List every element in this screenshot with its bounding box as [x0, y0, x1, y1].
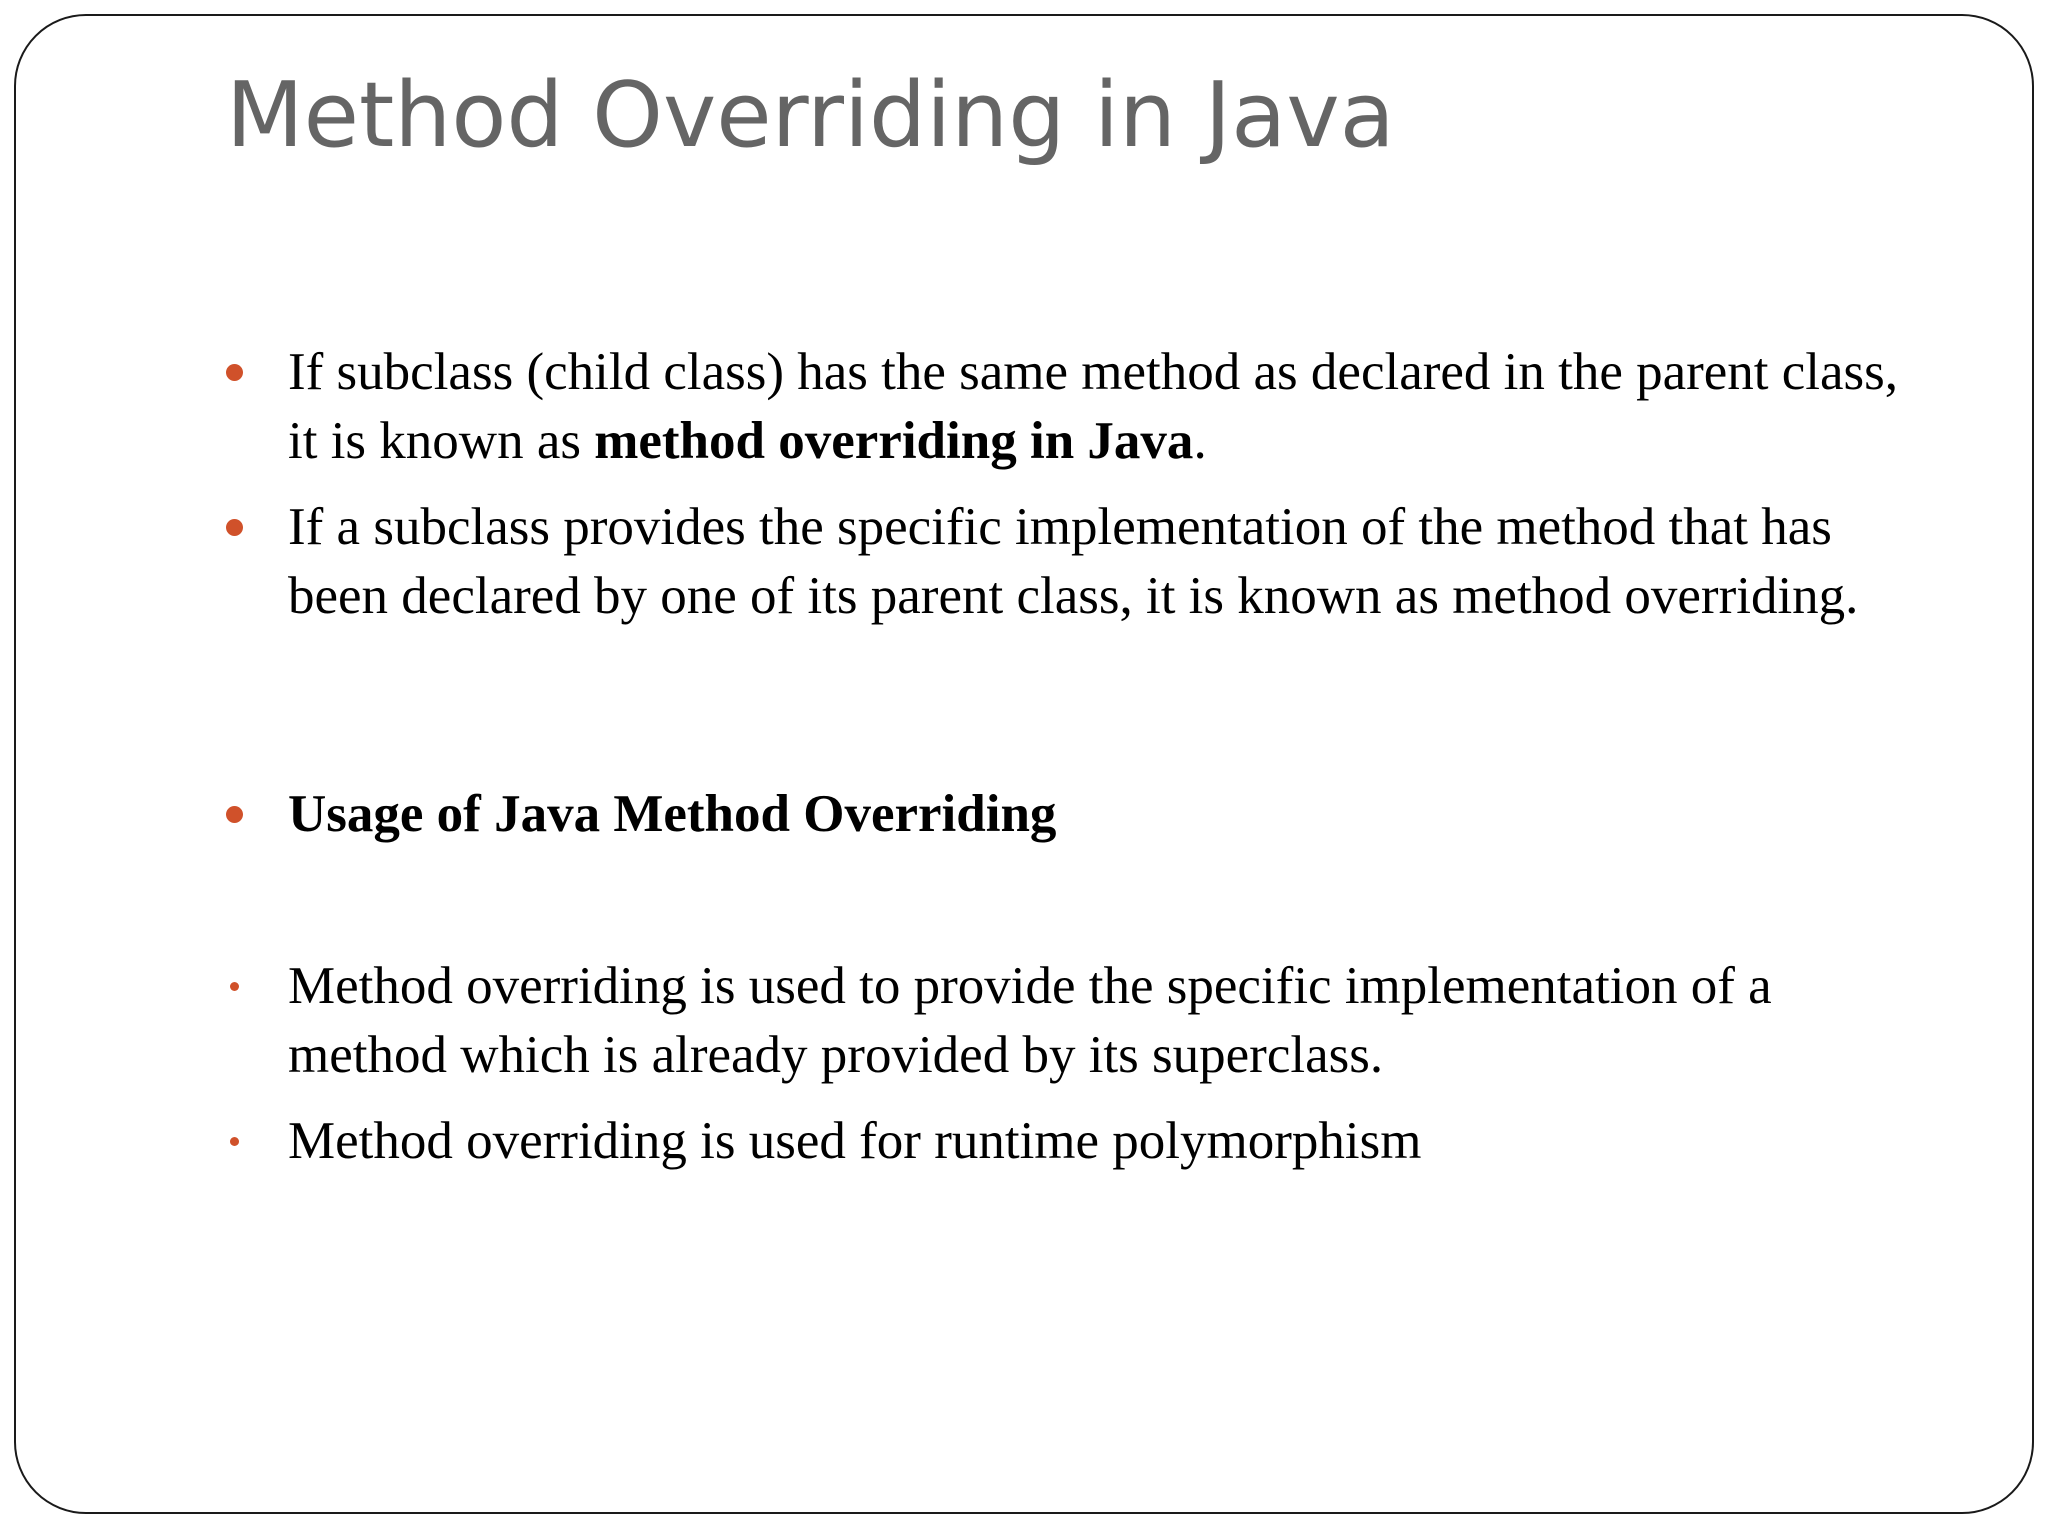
- bullet-item: [226, 780, 1926, 849]
- bullet-text-part: .: [1193, 412, 1207, 470]
- bullet-dot-icon: [226, 519, 243, 536]
- bullet-item: [226, 952, 1926, 1090]
- bullet-item: [226, 338, 1926, 476]
- bullet-item: [226, 493, 1926, 631]
- bullet-text-bold: method overriding in Java: [594, 412, 1194, 470]
- bullet-dot-icon: [230, 982, 239, 991]
- bullet-item: [226, 1107, 1926, 1176]
- bullet-heading: Usage of Java Method Overriding: [288, 785, 1057, 843]
- bullet-dot-icon: [226, 806, 243, 823]
- bullet-dot-icon: [226, 364, 243, 381]
- bullet-text: Method overriding is used for runtime polymorphism: [288, 1112, 1422, 1170]
- bullet-text: If a subclass provides the specific implementation of the method that has been declared by one of its parent class, it is known as method overriding.: [288, 498, 1859, 625]
- slide-frame: [14, 14, 2034, 1514]
- bullet-dot-icon: [230, 1137, 239, 1146]
- bullet-text: [288, 338, 1926, 476]
- slide-title: Method Overriding in Java: [226, 63, 1395, 168]
- bullet-text-part: If subclass (child class) has the same method as declared in the parent class, it is known as: [288, 343, 1899, 470]
- bullet-text: Method overriding is used to provide the specific implementation of a method which is already provided by its superclass.: [288, 957, 1772, 1084]
